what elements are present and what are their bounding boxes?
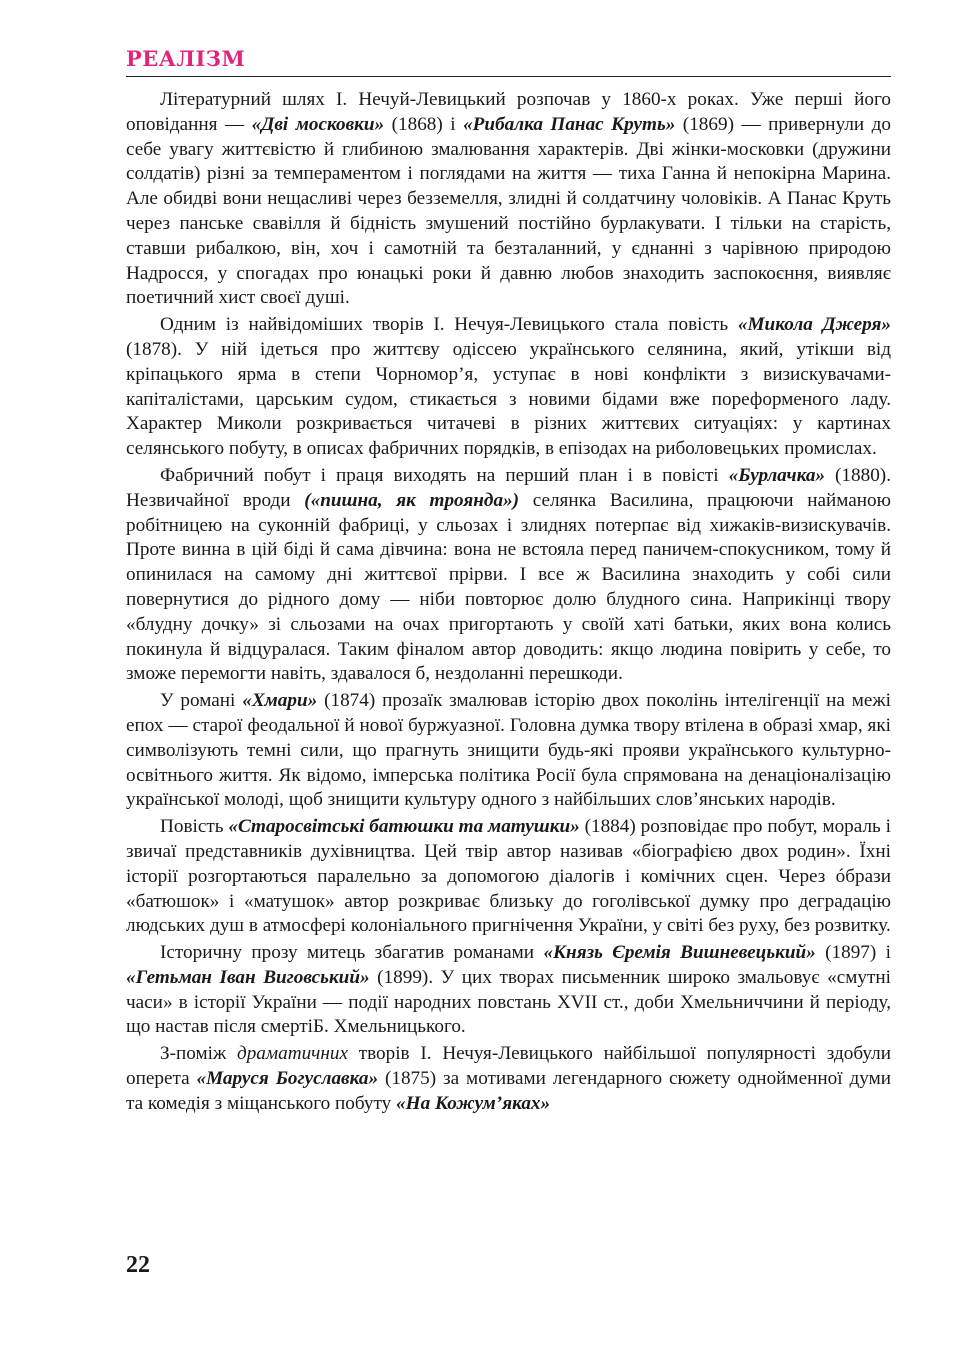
paragraph-1: [126, 88, 891, 311]
work-title: «Маруся Богуславка»: [196, 1068, 379, 1090]
text-span: Історичну прозу митець збагатив романами: [160, 942, 544, 964]
paragraph-5: [126, 815, 891, 939]
text-span: Одним із найвідоміших творів І. Нечуя-Левицького стала повість: [160, 314, 738, 336]
text-span: Повість: [160, 816, 229, 838]
text-span: (1875) за мотивами легендарного сюжету однойменної думи та комедія з міщанського побуту: [126, 1068, 891, 1114]
header-rule: [126, 76, 891, 77]
italic-term: драматичних: [237, 1043, 348, 1065]
section-title: РЕАЛІЗМ: [126, 46, 246, 71]
italic-quote: («пишна, як троянда»): [304, 489, 520, 511]
page-number: 22: [126, 1252, 150, 1278]
text-span: (1899). У цих творах письменник широко змальовує «смутні часи» в історії України — події народних повстань XVII ст., доби Хмельниччини й періоду, що настав після смертіБ. Хмельницького.: [126, 966, 891, 1038]
work-title: «Гетьман Іван Виговський»: [126, 966, 370, 988]
text-span: (1869) — привернули до себе увагу життєвістю й глибиною змалювання характерів. Дві жінки-московки (дружини солдатів) різні за темпераментом і поглядами на життя — тиха Ганна й непокірна Марина. Але обидві вони нещасливі через безземелля, злидні й солдатчину чоловіків. А Панас Круть через панське свавілля й бідність змушений постійно бурлакувати. І тільки на старість, ставши рибалкою, він, хоч і самотній та безталанний, у єднанні з чарівною природою Надросся, у спогадах про юнацькі роки й давню любов знаходить заспокоєння, виявляє поетичний хист своєї душі.: [126, 113, 891, 309]
work-title: «Микола Джеря»: [737, 314, 891, 336]
text-span: Фабричний побут і праця виходять на перший план і в повісті: [160, 464, 729, 486]
text-span: селянка Василина, працюючи найманою робітницею на суконній фабриці, у сльозах і злиднях потерпає від хижаків-визискувачів. Проте винна в цій біді й сама дівчина: вона не встояла перед паничем-спокусником, тому й опинилася на самому дні життєвої прірви. І все ж Василина знаходить у собі сили повернутися до рідного дому — ніби повторює долю блудного сина. Наприкінці твору «блудну дочку» зі сльозами на очах пригортають у своїй хаті батьки, яких вона колись покинула й відцуралася. Таким фіналом автор доводить: якщо людина повірить у себе, то зможе перемогти навіть, здавалося б, нездоланні перешкоди.: [126, 489, 891, 685]
text-span: (1874) прозаїк змалював історію двох поколінь інтелігенції на межі епох — старої феодальної й нової буржуазної. Головна думка твору втілена в образі хмар, які символізують темні сили, що прагнуть знищити будь-які прояви українського культурно-освітнього життя. Як відомо, імперська політика Росії була спрямована на денаціоналізацію української молоді, щоб знищити культуру одного з найбільших слов’янських народів.: [126, 690, 891, 811]
paragraph-6: [126, 941, 891, 1040]
paragraph-3: [126, 464, 891, 687]
work-title: «Хмари»: [242, 690, 318, 712]
work-title: «Дві московки»: [251, 113, 385, 135]
body-text: [126, 88, 891, 1117]
text-span: (1868) і: [384, 113, 464, 135]
text-span: (1878). У ній ідеться про життєву одіссею українського селянина, який, утікши від кріпацького ярма в степи Чорномор’я, уступає в нові конфлікти з визискувачами-капіталістами, царським судом, стикається з новими бідами вже пореформеного ладу. Характер Миколи розкривається читачеві в різних життєвих ситуаціях: у картинах селянського побуту, в описах фабричних порядків, в епізодах на риболовецьких промислах.: [126, 338, 891, 460]
text-span: У романі: [160, 690, 243, 712]
text-span: (1897) і: [815, 942, 891, 964]
work-title: «На Кожум’яках»: [396, 1092, 551, 1114]
text-span: Літературний шлях І. Нечуй-Левицький розпочав у 1860-х роках. Уже перші його оповідання —: [126, 89, 891, 135]
text-span: З-поміж: [160, 1043, 237, 1065]
paragraph-4: [126, 689, 891, 813]
text-span: (1884) розповідає про побут, мораль і звичаї представників духівництва. Цей твір автор називав «біографією двох родин». Їхні історії розгортаються паралельно за допомогою діалогів і комічних сцен. Через óбрази «батюшок» і «матушок» автор розкриває близьку до гоголівської думку про деградацію людських душ в атмосфері колоніального пригнічення України, у світі без руху, без розвитку.: [126, 816, 891, 937]
paragraph-2: [126, 313, 891, 462]
paragraph-7: [126, 1042, 891, 1116]
work-title: «Рибалка Панас Круть»: [463, 113, 676, 135]
work-title: «Бурлачка»: [728, 464, 826, 486]
work-title: «Старосвітські батюшки та матушки»: [228, 816, 580, 838]
text-span: (1880). Незвичайної вроди: [126, 464, 891, 511]
text-span: творів І. Нечуя-Левицького найбільшої популярності здобули оперета: [126, 1043, 891, 1090]
work-title: «Князь Єремія Вишневецький»: [543, 942, 816, 964]
